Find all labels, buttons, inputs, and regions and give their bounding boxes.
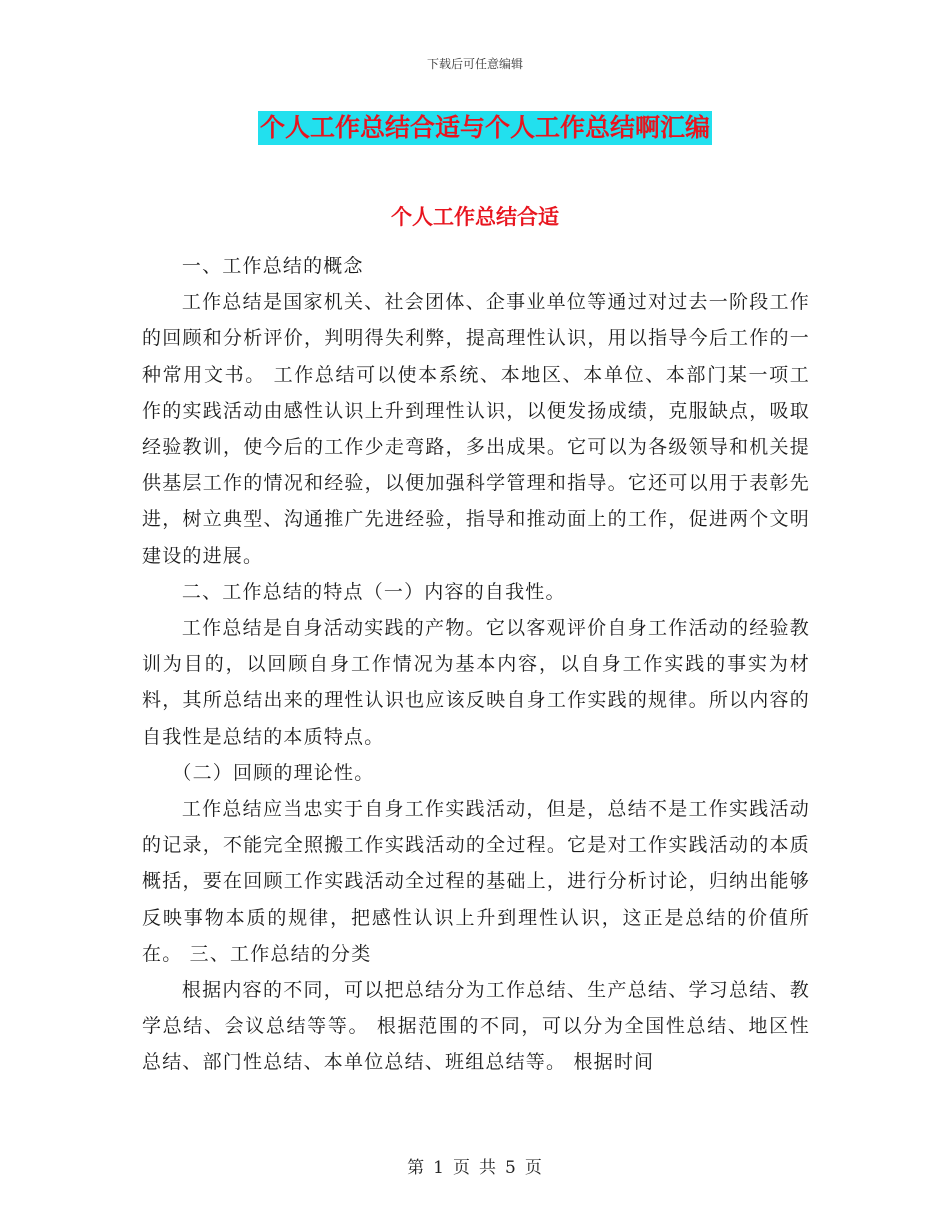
paragraph-heading-theory: （二）回顾的理论性。	[172, 761, 375, 784]
paragraph-classification: 根据内容的不同，可以把总结分为工作总结、生产总结、学习总结、教学总结、会议总结等等。 根据范围的不同，可以分为全国性总结、地区性总结、部门性总结、本单位总结、班组总结等。 根据时间	[142, 979, 810, 1074]
document-body	[142, 248, 810, 1081]
paragraph-self-nature: 工作总结是自身活动实践的产物。它以客观评价自身工作活动的经验教训为目的，以回顾自身工作情况为基本内容，以自身工作实践的事实为材料，其所总结出来的理性认识也应该反映自身工作实践的规律。所以内容的自我性是总结的本质特点。	[142, 617, 810, 748]
paragraph-heading-features: 二、工作总结的特点（一）内容的自我性。	[181, 580, 566, 603]
footer-total-pages: 5	[505, 1158, 517, 1178]
footer-label-unit: 页	[453, 1158, 471, 1178]
section-title: 个人工作总结合适	[391, 204, 559, 229]
document-title: 个人工作总结合适与个人工作总结啊汇编	[258, 111, 712, 145]
footer-label-unit-end: 页	[524, 1158, 543, 1178]
footer-label-page: 第	[407, 1158, 426, 1178]
paragraph-theory: 工作总结应当忠实于自身工作实践活动，但是，总结不是工作实践活动的记录，不能完全照搬工作实践活动的全过程。它是对工作实践活动的本质概括，要在回顾工作实践活动全过程的基础上，进行分析讨论，归纳出能够反映事物本质的规律，把感性认识上升到理性认识，这正是总结的价值所在。 三、工作总结的分类	[142, 798, 810, 965]
page-footer	[0, 1153, 950, 1178]
header-note: 下载后可任意编辑	[426, 57, 523, 71]
paragraph-concept: 工作总结是国家机关、社会团体、企事业单位等通过对过去一阶段工作的回顾和分析评价，判明得失利弊，提高理性认识，用以指导今后工作的一种常用文书。 工作总结可以使本系统、本地区、本单位、本部门某一项工作的实践活动由感性认识上升到理性认识，以便发扬成绩，克服缺点，吸取经验教训，使今后的工作少走弯路，多出成果。它可以为各级领导和机关提供基层工作的情况和经验，以便加强科学管理和指导。它还可以用于表彰先进，树立典型、沟通推广先进经验，指导和推动面上的工作，促进两个文明建设的进展。	[142, 291, 810, 567]
footer-label-total: 共	[479, 1158, 497, 1178]
paragraph-heading-concept: 一、工作总结的概念	[181, 255, 364, 277]
footer-current-page: 1	[433, 1158, 445, 1178]
